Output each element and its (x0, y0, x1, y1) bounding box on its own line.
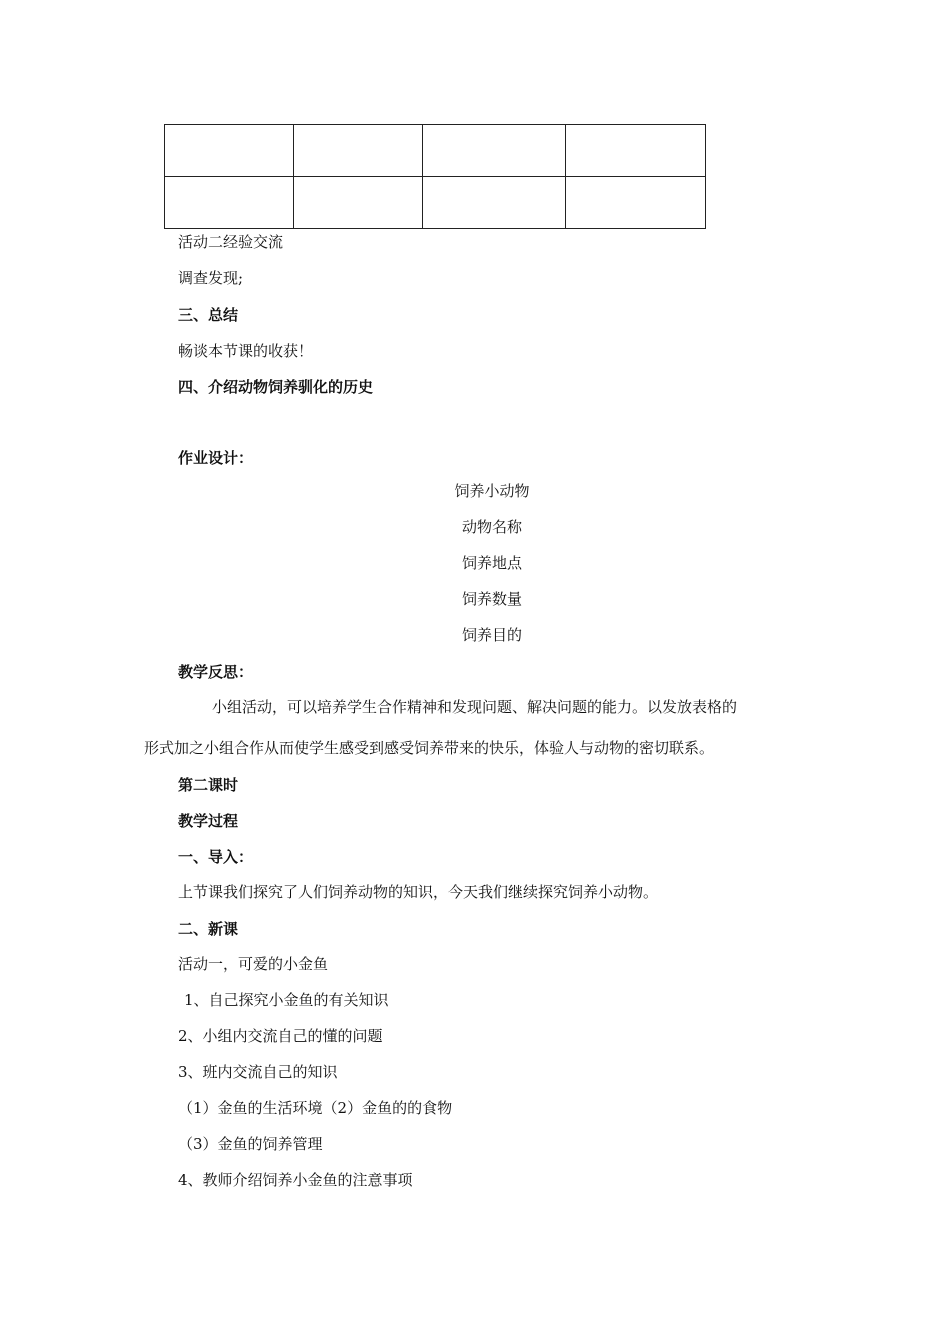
table-row (165, 125, 706, 177)
substep-line: （3）金鱼的饲养管理 (178, 1135, 323, 1153)
homework-title: 饲养小动物 (454, 482, 530, 500)
intro-line: 上节课我们探究了人们饲养动物的知识，今天我们继续探究饲养小动物。 (178, 883, 659, 901)
table-cell (423, 177, 566, 229)
table-cell (165, 177, 294, 229)
blank-table (164, 124, 706, 229)
homework-item: 饲养地点 (461, 554, 522, 572)
table-cell (294, 177, 423, 229)
step-line: 1、自己探究小金鱼的有关知识 (184, 991, 389, 1009)
step-line: 4、教师介绍饲养小金鱼的注意事项 (178, 1171, 413, 1189)
table-cell (294, 125, 423, 177)
homework-item: 饲养目的 (461, 626, 522, 644)
activity2-line: 活动二经验交流 (178, 233, 284, 251)
lesson2-heading: 第二课时 (178, 776, 239, 794)
homework-item: 饲养数量 (461, 590, 522, 608)
homework-item: 动物名称 (461, 518, 522, 536)
reflection-paragraph-line: 形式加之小组合作从而使学生感受到感受饲养带来的快乐，体验人与动物的密切联系。 (144, 739, 715, 757)
table-row (165, 177, 706, 229)
step-line: 3、班内交流自己的知识 (178, 1063, 338, 1081)
table-cell (423, 125, 566, 177)
harvest-line: 畅谈本节课的收获！ (178, 342, 314, 360)
section3-heading: 三、总结 (178, 306, 239, 324)
homework-heading: 作业设计： (178, 449, 254, 467)
section4-heading: 四、介绍动物饲养驯化的历史 (178, 378, 374, 396)
survey-line: 调查发现; (178, 269, 244, 287)
table-cell (566, 177, 706, 229)
substep-line: （1）金鱼的生活环境（2）金鱼的的食物 (178, 1099, 453, 1117)
table-cell (165, 125, 294, 177)
activity1-line: 活动一，可爱的小金鱼 (178, 955, 329, 973)
section2-heading: 二、新课 (178, 920, 239, 938)
table-cell (566, 125, 706, 177)
reflection-heading: 教学反思： (178, 663, 254, 681)
reflection-paragraph-line: 小组活动，可以培养学生合作精神和发现问题、解决问题的能力。以发放表格的 (212, 698, 738, 716)
step-line: 2、小组内交流自己的懂的问题 (178, 1027, 383, 1045)
process-heading: 教学过程 (178, 812, 239, 830)
section1-heading: 一、导入： (178, 848, 254, 866)
